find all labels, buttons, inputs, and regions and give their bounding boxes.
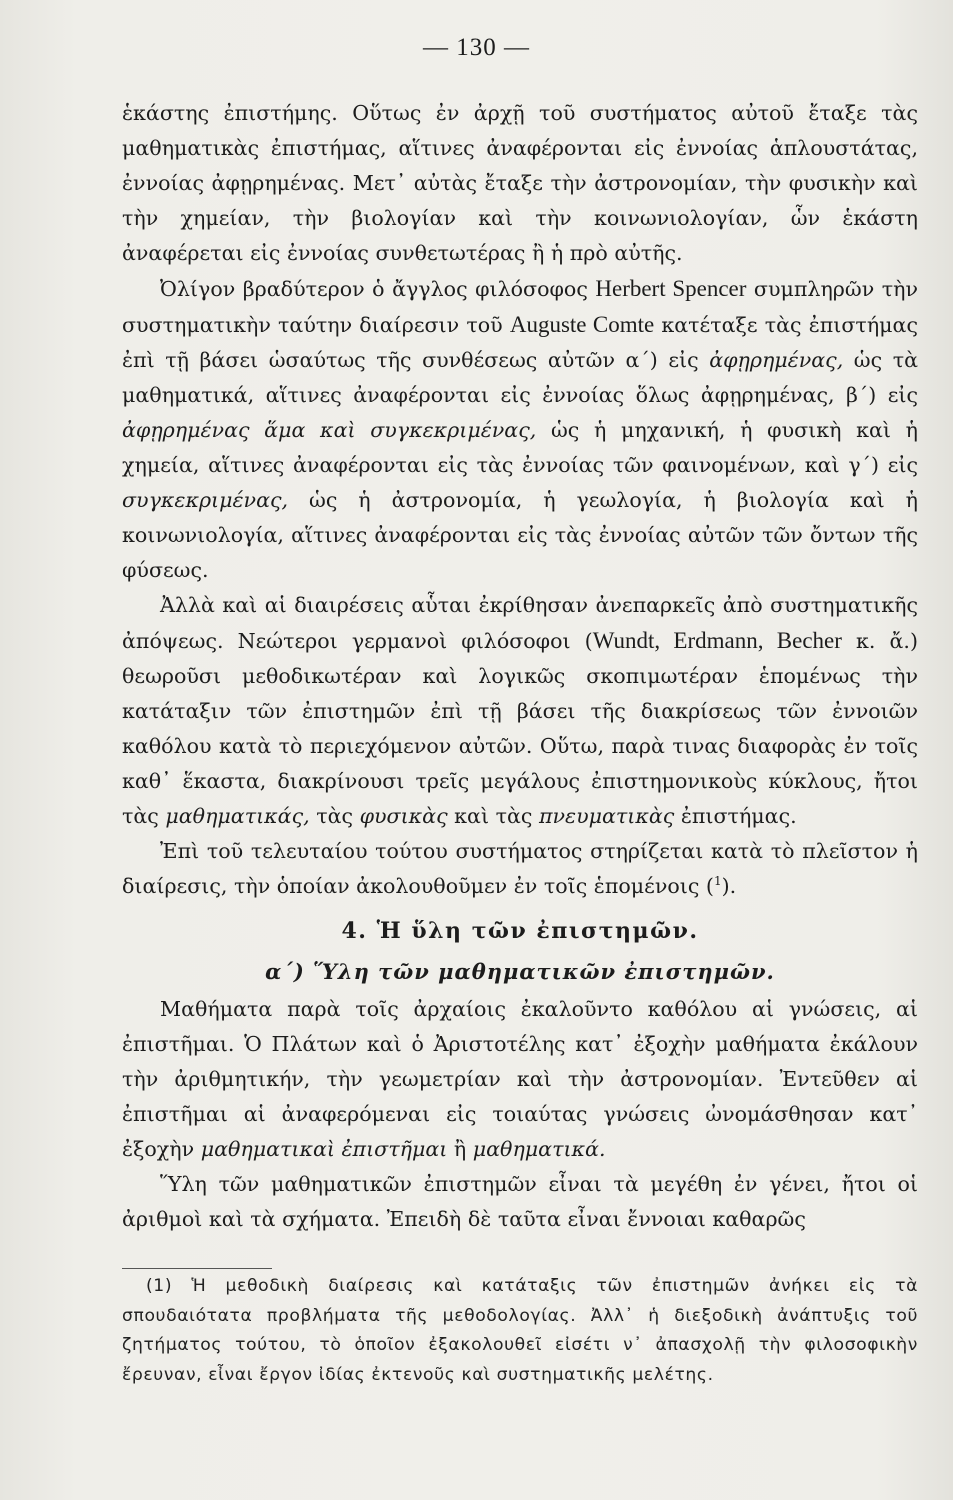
paragraph-1: ἑκάστης ἐπιστήμης. Οὕτως ἐν ἀρχῇ τοῦ συστήματος αὐτοῦ ἔταξε τὰς μαθηματικὰς ἐπιστήμας, αἵτινες ἀναφέρονται εἰς ἐννοίας ἁπλουστάτας, ἐννοίας ἀφῃρημένας. Μετ᾽ αὐτὰς ἔταξε τὴν ἀστρονομίαν, τὴν φυσικὴν καὶ τὴν χημείαν, τὴν βιολογίαν καὶ τὴν κοινωνιολογίαν, ὧν ἑκάστη ἀναφέρεται εἰς ἐννοίας συνθετωτέρας ἢ ἡ πρὸ αὐτῆς. xyxy=(122,101,918,265)
names-wundt-erdmann-becher: Wundt, Erdmann, Becher xyxy=(592,628,842,653)
paragraph-2 xyxy=(122,271,918,588)
paragraph-3 xyxy=(122,588,918,834)
paragraph-2-part-g: ὡς τὰ μαθηματικά, αἵτινες ἀναφέρονται εἰς ἐννοίας ὅλως ἀφῃρημένας, β΄) εἰς xyxy=(122,348,918,407)
paragraph-3-part-i: ἐπιστήμας. xyxy=(674,804,797,828)
paragraph-5 xyxy=(122,992,918,1167)
term-fysikas: φυσικὰς xyxy=(359,804,448,828)
body-text xyxy=(122,96,918,1237)
footnote-ref: 1 xyxy=(713,874,722,889)
term-afirimenas-synkekrimenas: ἀφῃρημένας ἅμα καὶ συγκεκριμένας, xyxy=(122,418,537,442)
paragraph-2-part-e: κατέταξε τὰς ἐπιστήμας ἐπὶ τῇ βάσει ὡσαύτως τῆς συνθέσεως αὐτῶν α΄) εἰς xyxy=(122,313,918,372)
paragraph-4 xyxy=(122,834,918,904)
subsection-heading: α΄) Ὕλη τῶν μαθηματικῶν ἐπιστημῶν. xyxy=(265,959,775,984)
term-synkekrimenas: συγκεκριμένας, xyxy=(122,488,289,512)
paragraph-4-part-c: ). xyxy=(721,874,737,898)
paragraph-5-part-a: Μαθήματα παρὰ τοῖς ἀρχαίοις ἐκαλοῦντο καθόλου αἱ γνώσεις, αἱ ἐπιστῆμαι. Ὁ Πλάτων καὶ ὁ Ἀριστοτέλης κατ᾽ ἐξοχὴν μαθήματα ἐκάλουν τὴν ἀριθμητικήν, τὴν γεωμετρίαν καὶ τὴν ἀστρονομίαν. Ἐντεῦθεν αἱ ἐπιστῆμαι αἱ ἀναφερόμεναι εἰς τοιαύτας γνώσεις ὠνομάσθησαν κατ᾽ ἐξοχὴν xyxy=(122,997,918,1161)
footnote-text: (1) Ἡ μεθοδικὴ διαίρεσις καὶ κατάταξις τῶν ἐπιστημῶν ἀνήκει εἰς τὰ σπουδαιότατα προβλήματα τῆς μεθοδολογίας. Ἀλλ᾽ ἡ διεξοδικὴ ἀνάπτυξις τοῦ ζητήματος τούτου, τὸ ὁποῖον ἐξακολουθεῖ εἰσέτι ν᾽ ἀπασχολῇ τὴν φιλοσοφικὴν ἔρευναν, εἶναι ἔργον ἰδίας ἐκτενοῦς καὶ συστηματικῆς μελέτης. xyxy=(122,1276,918,1385)
term-mathimatikai-epistimai: μαθηματικαὶ ἐπιστῆμαι xyxy=(200,1137,448,1161)
section-heading: 4. Ἡ ὕλη τῶν ἐπιστημῶν. xyxy=(341,918,699,944)
name-auguste-comte: Auguste Comte xyxy=(509,312,655,337)
page-number: — 130 — xyxy=(423,34,530,61)
paragraph-4-part-a: Ἐπὶ τοῦ τελευταίου τούτου συστήματος στηρίζεται κατὰ τὸ πλεῖστον ἡ διαίρεσις, τὴν ὁποίαν ἀκολουθοῦμεν ἐν τοῖς ἑπομένοις ( xyxy=(122,839,918,898)
paragraph-2-part-i: ὡς ἡ μηχανική, ἡ φυσικὴ καὶ ἡ χημεία, αἵτινες ἀναφέρονται εἰς τὰς ἐννοίας τῶν φαινομένων, καὶ γ΄) εἰς xyxy=(122,418,918,477)
term-pnevmatikas: πνευματικὰς xyxy=(538,804,675,828)
name-herbert-spencer: Herbert Spencer xyxy=(595,276,747,301)
paragraph-2-part-k: ὡς ἡ ἀστρονομία, ἡ γεωλογία, ἡ βιολογία καὶ ἡ κοινωνιολογία, αἵτινες ἀναφέρονται εἰς τὰς ἐννοίας αὐτῶν τῶν ὄντων τῆς φύσεως. xyxy=(122,488,918,582)
paragraph-6: Ὕλη τῶν μαθηματικῶν ἐπιστημῶν εἶναι τὰ μεγέθη ἐν γένει, ἤτοι οἱ ἀριθμοὶ καὶ τὰ σχήματα. Ἐπειδὴ δὲ ταῦτα εἶναι ἔννοιαι καθαρῶς xyxy=(122,1172,918,1231)
term-mathimatikas: μαθηματικάς, xyxy=(165,804,310,828)
term-afirimenas: ἀφῃρημένας, xyxy=(709,348,844,372)
footnote-rule xyxy=(122,1268,272,1269)
paragraph-3-part-e: τὰς xyxy=(309,804,360,828)
paragraph-2-part-a: Ὀλίγον βραδύτερον ὁ ἄγγλος φιλόσοφος xyxy=(160,277,596,301)
paragraph-2-part-c: συμπληρῶν τὴν συστηματικὴν ταύτην διαίρεσιν τοῦ xyxy=(122,277,918,337)
paragraph-3-part-g: καὶ τὰς xyxy=(447,804,539,828)
paragraph-5-part-c: ἢ xyxy=(447,1137,473,1161)
footnote xyxy=(122,1272,918,1390)
term-mathimatika: μαθηματικά. xyxy=(472,1137,606,1161)
paragraph-3-part-a: Ἀλλὰ καὶ αἱ διαιρέσεις αὗται ἐκρίθησαν ἀνεπαρκεῖς ἀπὸ συστηματικῆς ἀπόψεως. Νεώτεροι γερμανοὶ φιλόσοφοι ( xyxy=(122,593,918,653)
paragraph-3-part-c: κ. ἄ.) θεωροῦσι μεθοδικωτέραν καὶ λογικῶς σκοπιμωτέραν ἑπομένως τὴν κατάταξιν τῶν ἐπιστημῶν ἐπὶ τῇ βάσει τῆς διακρίσεως τῶν ἐννοιῶν καθόλου κατὰ τὸ περιεχόμενον αὐτῶν. Οὕτω, παρὰ τινας διαφορὰς ἐν τοῖς καθ᾽ ἕκαστα, διακρίνουσι τρεῖς μεγάλους ἐπιστημονικοὺς κύκλους, ἤτοι τὰς xyxy=(122,629,918,828)
